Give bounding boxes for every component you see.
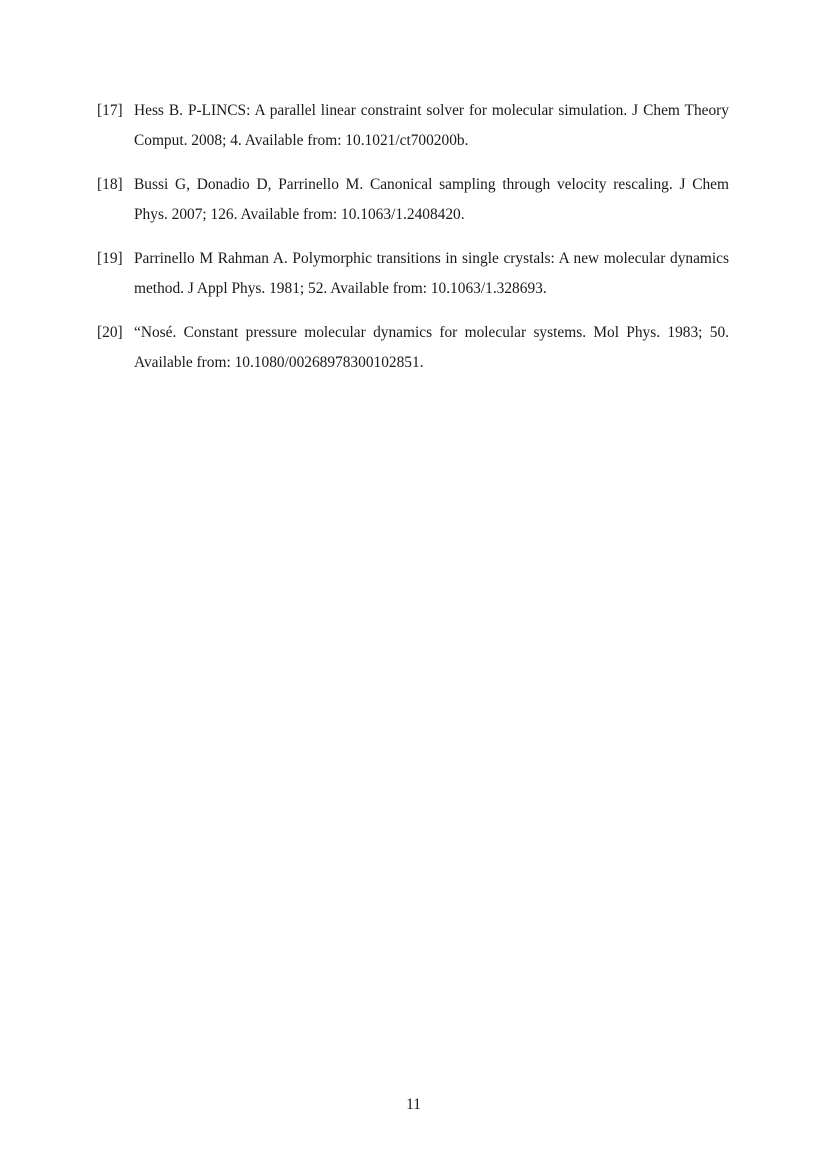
reference-20 [97, 318, 729, 378]
reference-number: [20] [97, 324, 123, 341]
page-number: 11 [406, 1096, 421, 1113]
reference-number: [18] [97, 176, 123, 193]
reference-text: Bussi G, Donadio D, Parrinello M. Canonical sampling through velocity rescaling. J Chem Phys. 2007; 126. Available from: 10.1063/1.2408420. [134, 176, 729, 223]
reference-number: [19] [97, 250, 123, 267]
reference-list [97, 96, 729, 392]
reference-17 [97, 96, 729, 156]
reference-text: “Nosé. Constant pressure molecular dynamics for molecular systems. Mol Phys. 1983; 50. Available from: 10.1080/00268978300102851. [134, 324, 729, 371]
reference-number: [17] [97, 102, 123, 119]
reference-text: Hess B. P-LINCS: A parallel linear constraint solver for molecular simulation. J Chem Theory Comput. 2008; 4. Available from: 10.1021/ct700200b. [134, 102, 729, 149]
reference-19 [97, 244, 729, 304]
reference-text: Parrinello M Rahman A. Polymorphic transitions in single crystals: A new molecular dynamics method. J Appl Phys. 1981; 52. Available from: 10.1063/1.328693. [134, 250, 729, 297]
reference-18 [97, 170, 729, 230]
